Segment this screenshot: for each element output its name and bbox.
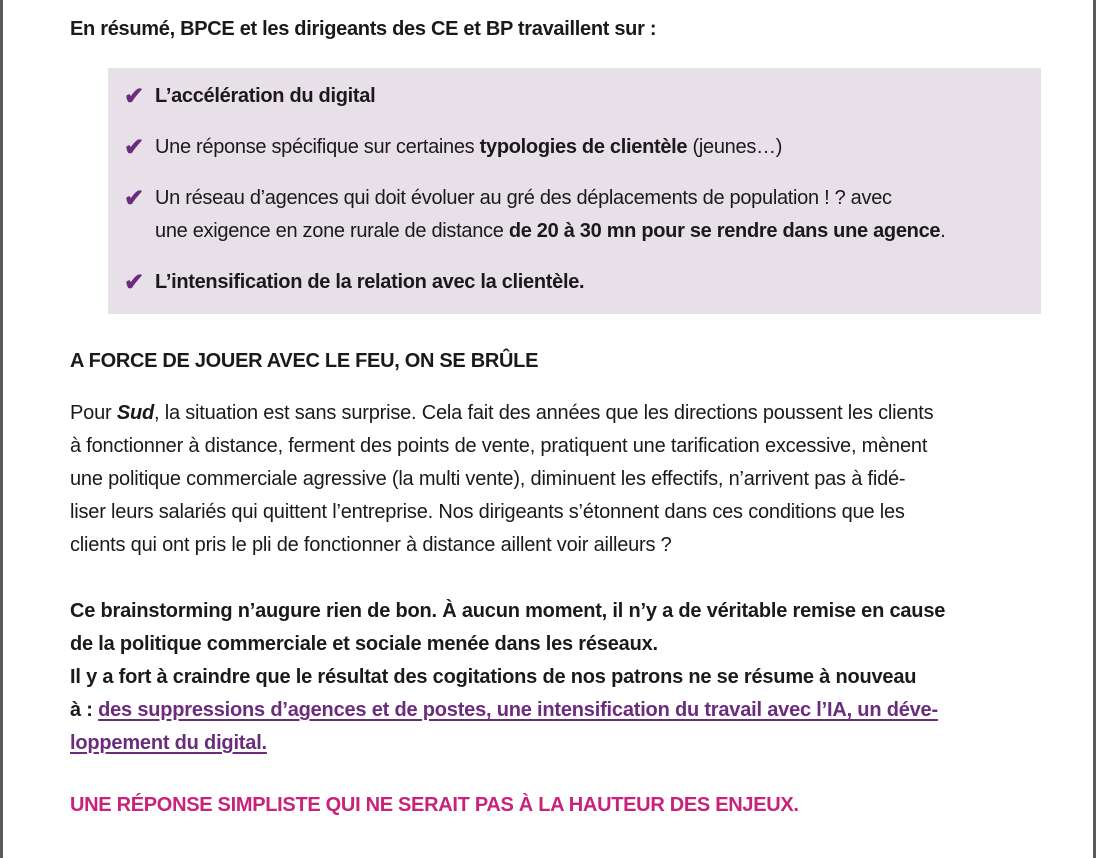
page-edge-left [0, 0, 3, 858]
checklist-item: ✔ Un réseau d’agences qui doit évoluer au gré des déplacements de population ! ? avec une exigence en zone rurale de distance de 20 à 30 mn pour se rendre dans une agence. [124, 182, 946, 248]
check-icon: ✔ [124, 269, 144, 296]
bold-statement: Ce brainstorming n’augure rien de bon. À aucun moment, il n’y a de véritable remise en cause de la politique commerciale et sociale menée dans les réseaux. Il y a fort à craindre que le résultat des cogitations de nos patrons ne se résume à nouveau à : des suppressions d’agences et de postes, une intensification du travail avec l’IA, un déve- loppement du digital. [70, 600, 946, 754]
conclusion-heading: UNE RÉPONSE SIMPLISTE QUI NE SERAIT PAS À LA HAUTEUR DES ENJEUX. [70, 794, 799, 816]
checklist-item: ✔ L’accélération du digital [124, 80, 375, 113]
checklist-item: ✔ Une réponse spécifique sur certaines typologies de clientèle (jeunes…) [124, 131, 782, 164]
section-heading: A FORCE DE JOUER AVEC LE FEU, ON SE BRÛLE [70, 350, 539, 372]
check-icon: ✔ [124, 134, 144, 161]
check-icon: ✔ [124, 185, 144, 212]
checklist-box [108, 68, 1041, 314]
body-paragraph: Pour Sud, la situation est sans surprise. Cela fait des années que les directions poussent les clients à fonctionner à distance, ferment des points de vente, pratiquent une tarification excessive, mènent une politique commerciale agressive (la multi vente), diminuent les effectifs, n’arrivent pas à fidé- liser leurs salariés qui quittent l’entreprise. Nos dirigeants s’étonnent dans ces conditions que les clients qui ont pris le pli de fonctionner à distance aillent voir ailleurs ? [70, 402, 934, 556]
check-icon: ✔ [124, 83, 144, 110]
consequences-link-continued[interactable]: loppement du digital. [70, 732, 267, 754]
intro-text: En résumé, BPCE et les dirigeants des CE et BP travaillent sur : [70, 18, 657, 40]
consequences-link[interactable]: des suppressions d’agences et de postes, une intensification du travail avec l’IA, un déve- [98, 699, 938, 721]
checklist-item: ✔ L’intensification de la relation avec la clientèle. [124, 266, 584, 299]
